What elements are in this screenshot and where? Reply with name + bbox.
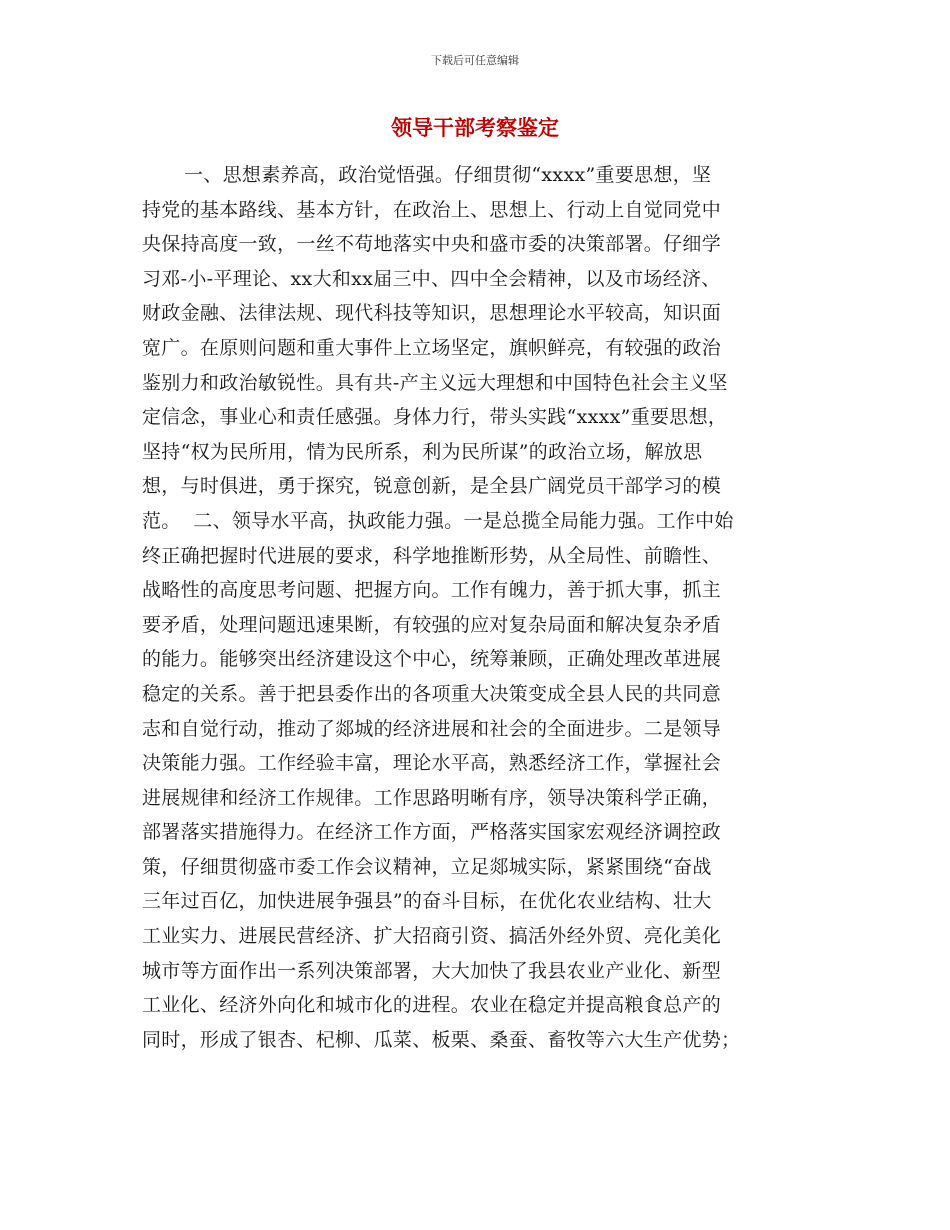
body-line: 策，仔细贯彻盛市委工作会议精神，立足郯城实际，紧紧围绕“奋战 <box>142 855 712 878</box>
body-line: 同时，形成了银杏、杞柳、瓜菜、板栗、桑蚕、畜牧等六大生产优势； <box>142 1028 741 1051</box>
body-line: 习邓-小-平理论、xx大和xx届三中、四中全会精神，以及市场经济、 <box>142 267 721 290</box>
body-line: 鉴别力和政治敏锐性。具有共-产主义远大理想和中国特色社会主义坚 <box>142 371 728 394</box>
body-line: 三年过百亿，加快进展争强县”的奋斗目标，在优化农业结构、壮大 <box>142 890 712 913</box>
body-line: 工业实力、进展民营经济、扩大招商引资、搞活外经外贸、亮化美化 <box>142 925 722 948</box>
body-line: 部署落实措施得力。在经济工作方面，严格落实国家宏观经济调控政 <box>142 821 722 844</box>
body-line: 范。 二、领导水平高，执政能力强。一是总揽全局能力强。工作中始 <box>142 509 734 532</box>
body-line: 工业化、经济外向化和城市化的进程。农业在稳定并提高粮食总产的 <box>142 994 722 1017</box>
body-line: 决策能力强。工作经验丰富，理论水平高，熟悉经济工作，掌握社会 <box>142 752 722 775</box>
body-line: 央保持高度一致，一丝不苟地落实中央和盛市委的决策部署。仔细学 <box>142 233 722 256</box>
body-line: 宽广。在原则问题和重大事件上立场坚定，旗帜鲜亮，有较强的政治 <box>142 336 722 359</box>
body-line: 要矛盾，处理问题迅速果断，有较强的应对复杂局面和解决复杂矛盾 <box>142 613 722 636</box>
download-note: 下载后可任意编辑 <box>431 54 519 67</box>
body-line: 稳定的关系。善于把县委作出的各项重大决策变成全县人民的共同意 <box>142 682 722 705</box>
document-title: 领导干部考察鉴定 <box>391 116 559 140</box>
body-line: 进展规律和经济工作规律。工作思路明晰有序，领导决策科学正确， <box>142 786 722 809</box>
body-line: 终正确把握时代进展的要求，科学地推断形势，从全局性、前瞻性、 <box>142 544 722 567</box>
body-line: 城市等方面作出一系列决策部署，大大加快了我县农业产业化、新型 <box>142 959 722 982</box>
body-line: 定信念，事业心和责任感强。身体力行，带头实践“xxxx”重要思想， <box>142 406 728 429</box>
body-line: 的能力。能够突出经济建设这个中心，统筹兼顾，正确处理改革进展 <box>142 648 722 671</box>
body-line: 想，与时俱进，勇于探究，锐意创新，是全县广阔党员干部学习的模 <box>142 475 722 498</box>
body-line: 财政金融、法律法规、现代科技等知识，思想理论水平较高，知识面 <box>142 302 722 325</box>
body-line: 一、思想素养高，政治觉悟强。仔细贯彻“xxxx”重要思想，坚 <box>184 164 712 186</box>
body-line: 坚持“权为民所用，情为民所系，利为民所谋”的政治立场，解放思 <box>142 440 703 463</box>
body-line: 战略性的高度思考问题、把握方向。工作有魄力，善于抓大事，抓主 <box>142 579 722 602</box>
body-line: 志和自觉行动，推动了郯城的经济进展和社会的全面进步。二是领导 <box>142 717 722 740</box>
body-line: 持党的基本路线、基本方针，在政治上、思想上、行动上自觉同党中 <box>142 198 722 221</box>
document-body <box>142 158 832 1057</box>
